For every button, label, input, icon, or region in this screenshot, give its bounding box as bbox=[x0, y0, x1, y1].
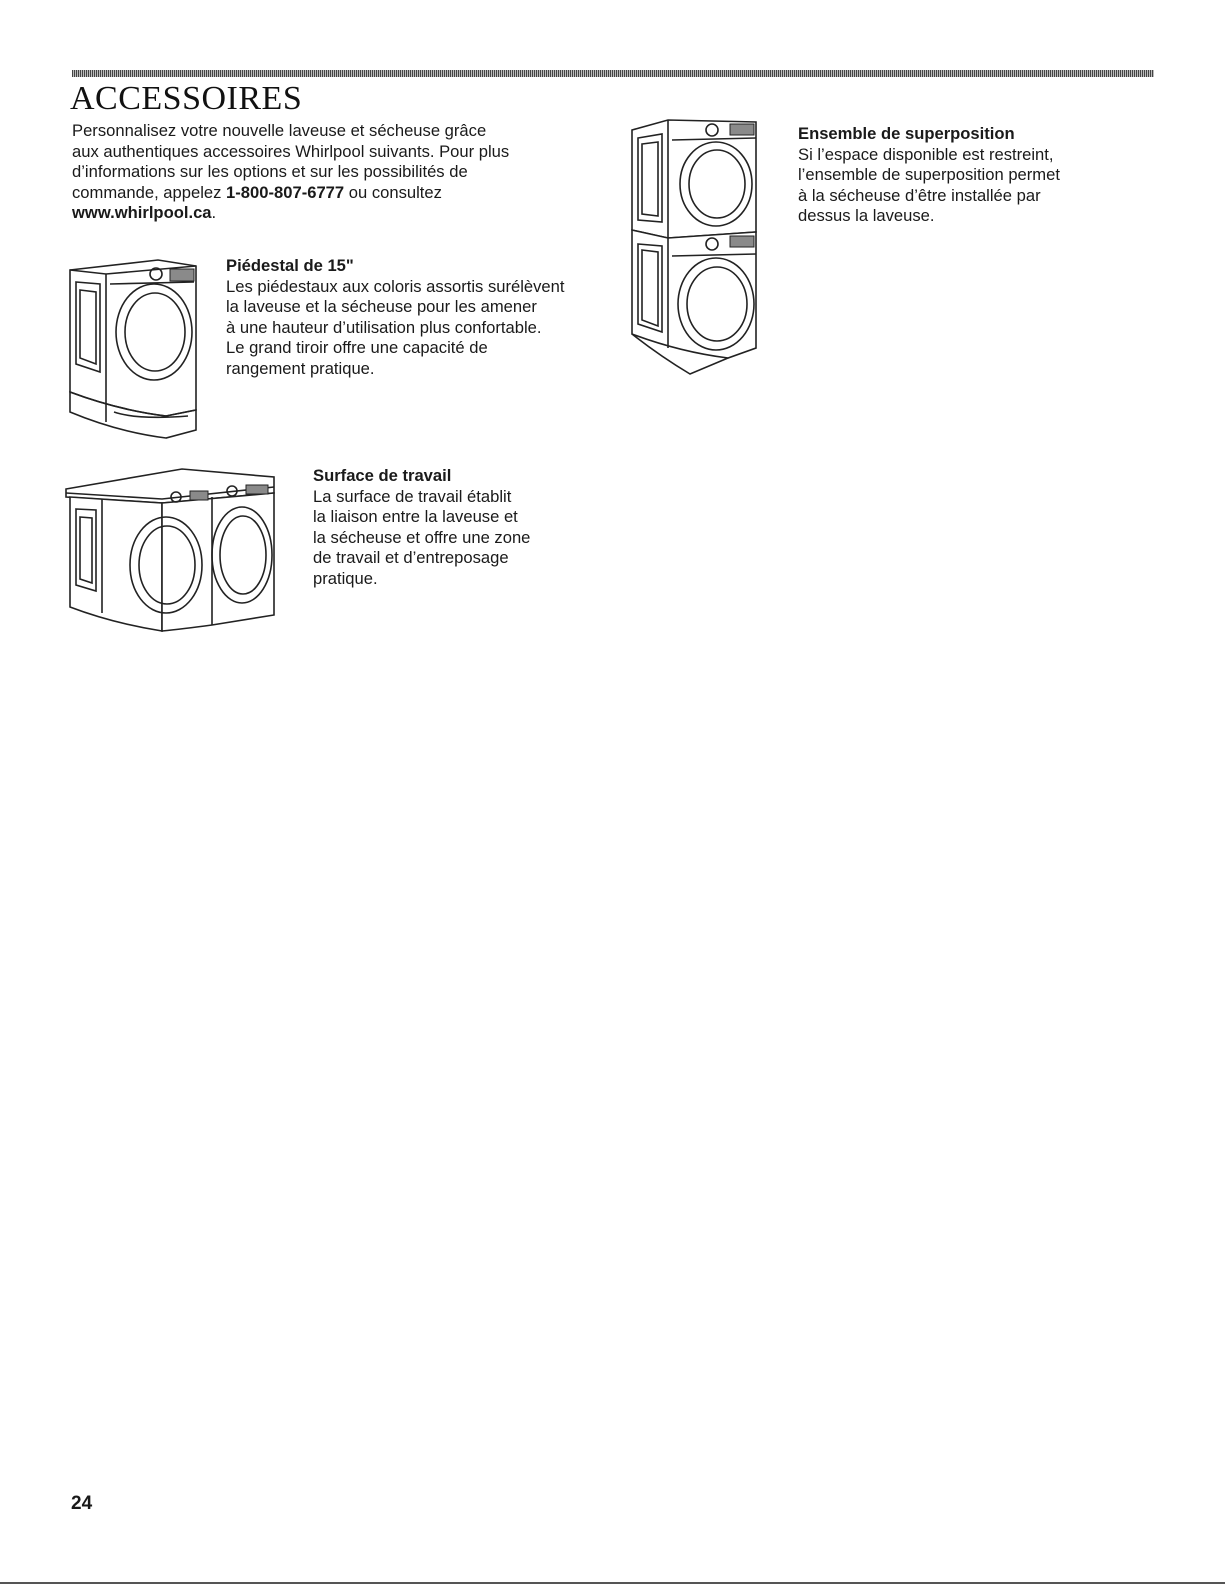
intro-line: Personnalisez votre nouvelle laveuse et sécheuse grâce bbox=[72, 121, 487, 140]
stacking-kit-line: dessus la laveuse. bbox=[798, 206, 935, 225]
intro-paragraph bbox=[72, 121, 572, 224]
page-title: ACCESSOIRES bbox=[70, 80, 303, 117]
work-surface-description bbox=[313, 466, 530, 589]
work-surface-line: pratique. bbox=[313, 568, 378, 588]
intro-line: d’informations sur les options et sur les possibilités de bbox=[72, 162, 468, 181]
pedestal-line: rangement pratique. bbox=[226, 358, 375, 378]
bottom-rule bbox=[0, 1582, 1225, 1584]
pedestal-line: à une hauteur d’utilisation plus confortable. bbox=[226, 317, 542, 337]
stacking-kit-line: à la sécheuse d’être installée par bbox=[798, 185, 1041, 205]
pedestal-line: la laveuse et la sécheuse pour les amener bbox=[226, 297, 537, 316]
pedestal-heading: Piédestal de 15" bbox=[226, 256, 354, 275]
stacking-kit-line: l’ensemble de superposition permet bbox=[798, 165, 1060, 184]
pedestal-line: Le grand tiroir offre une capacité de bbox=[226, 338, 488, 357]
work-surface-line: la sécheuse et offre une zone bbox=[313, 527, 531, 547]
stacking-kit-description bbox=[798, 124, 1060, 227]
intro-line: commande, appelez bbox=[72, 182, 227, 202]
pedestal-description bbox=[226, 256, 565, 379]
stacking-kit-heading: Ensemble de superposition bbox=[798, 124, 1015, 143]
pedestal-line: Les piédestaux aux coloris assortis surélèvent bbox=[226, 276, 565, 296]
page-number: 24 bbox=[71, 1493, 93, 1514]
top-hatched-rule bbox=[72, 70, 1154, 77]
phone-number: 1-800-807-6777 bbox=[226, 182, 345, 202]
intro-line: ou consultez bbox=[344, 182, 442, 202]
website-link[interactable]: www.whirlpool.ca bbox=[72, 203, 212, 222]
stacking-kit-line: Si l’espace disponible est restreint, bbox=[798, 144, 1054, 164]
stacking-kit-illustration bbox=[620, 112, 765, 382]
work-surface-heading: Surface de travail bbox=[313, 466, 452, 485]
pedestal-washer-illustration bbox=[58, 252, 208, 442]
work-surface-line: de travail et d’entreposage bbox=[313, 548, 509, 567]
work-surface-line: la liaison entre la laveuse et bbox=[313, 507, 518, 526]
work-surface-illustration bbox=[62, 463, 287, 635]
work-surface-line: La surface de travail établit bbox=[313, 486, 512, 506]
intro-line: aux authentiques accessoires Whirlpool suivants. Pour plus bbox=[72, 141, 510, 161]
intro-period: . bbox=[211, 203, 217, 222]
